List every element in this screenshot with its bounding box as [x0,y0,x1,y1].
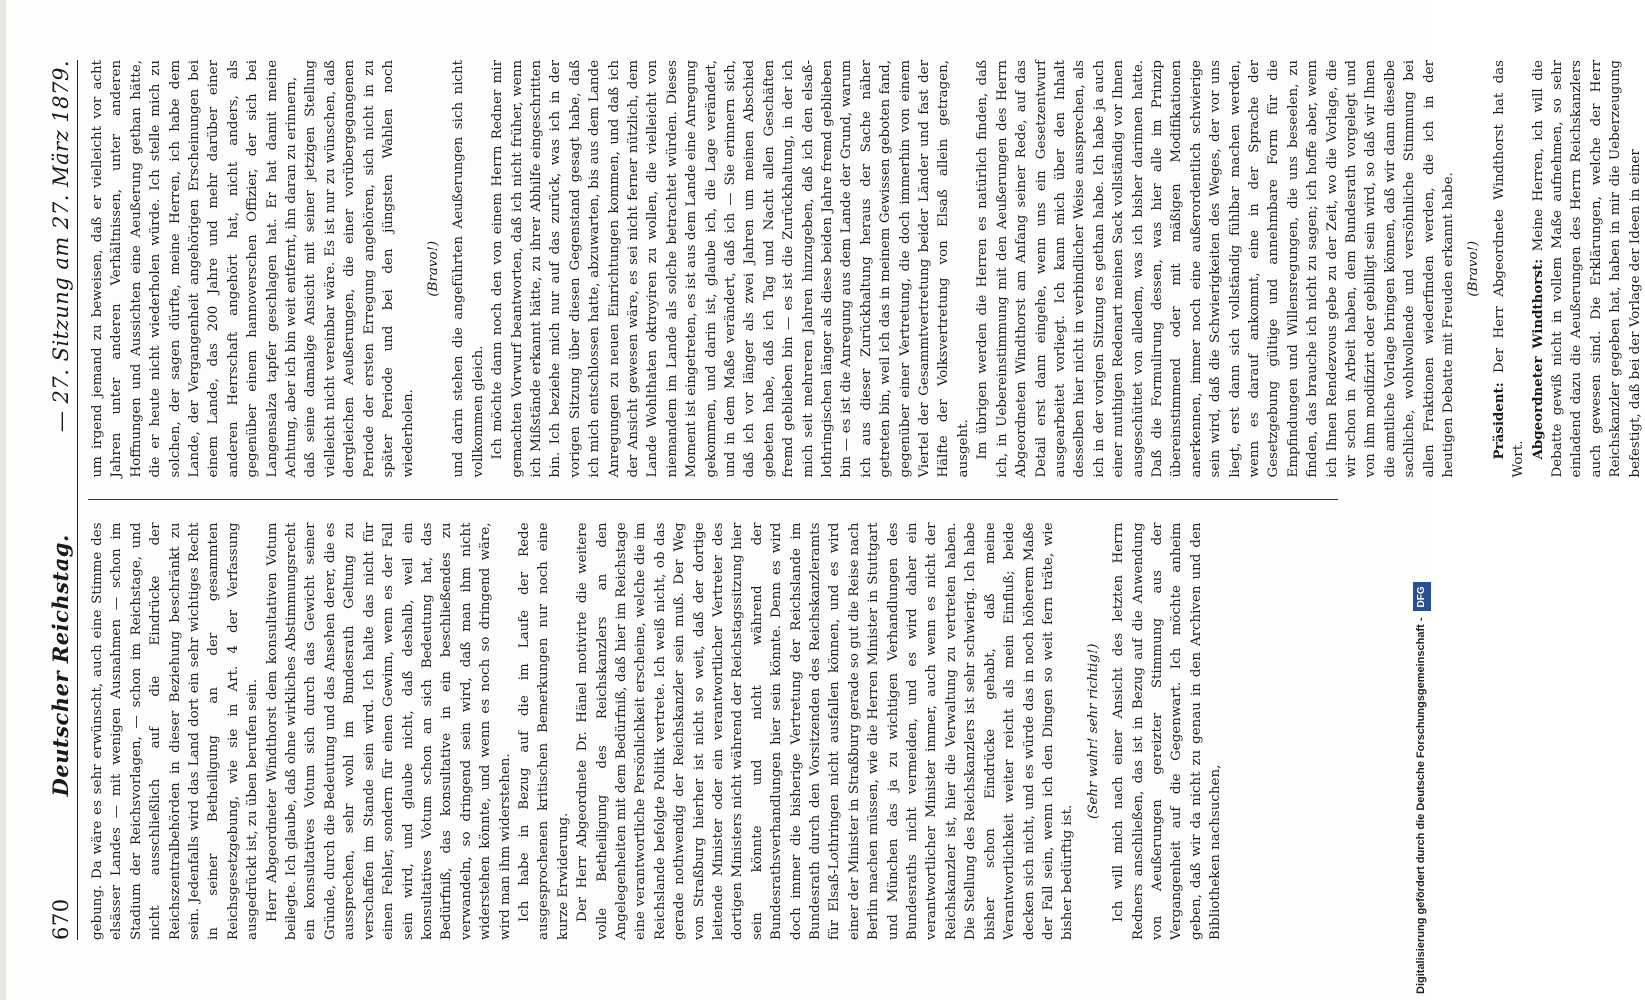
speaker-paragraph [1529,60,1645,478]
paragraph: Ich habe in Bezug auf die im Laufe der Rede ausgesprochenen kritischen Bemerkungen nur noch eine kurze Erwiderung. [516,522,571,940]
dfg-logo: DFG [1413,582,1431,611]
paragraph: Der Herr Abgeordnete Dr. Hänel motivirte die weitere volle Betheiligung des Reichskanzlers an den Angelegenheiten mit dem Bedürfniß, daß hier im Reichstage eine verantwortliche Persönlichkeit erscheine, welche die im Reichslande befolgte Politik vertrete. Ich weiß nicht, ob das gerade nothwendig der Reichskanzler sein muß. Der Weg von Straßburg hierher ist nicht so weit, daß der dortige leitende Minister oder ein verantwortlicher Vertreter des dortigen Ministers nicht während der Reichstagssitzung hier sein könnte und nicht während der Bundesrathsverhandlungen hier sein könnte. Denn es wird doch immer die bisherige Vertretung der Reichslande im Bundesrath durch den Vorsitzenden des Reichskanzleramts für Elsaß-Lothringen nicht ausfallen können, und es wird einer der Minister in Straßburg gerade so gut die Reise nach Berlin machen müssen, wie die Herren Minister in Stuttgart und München das ja zu wichtigen Verhandlungen des Bundesraths nicht vermeiden, und es wird daher ein verantwortlicher Minister immer, auch wenn es nicht der Reichskanzler ist, hier die Verwaltung zu vertreten haben. Die Stellung des Reichskanzlers ist sehr schwierig. Ich habe bisher schon Eindrücke gehabt, daß meine Verantwortlichkeit weiter reicht als mein Einfluß; beide decken sich nicht, und es würde das in noch höherem Maße der Fall sein, wenn ich den Dingen so weit fern träte, wie bisher bedürftig ist. [575,522,1076,940]
paragraph: gebung. Da wäre es sehr erwünscht, auch eine Stimme des elsässer Landes — mit wenigen Ausnahmen — schon im Stadium der Reichsvorlagen, — schon im Reichstage, und nicht ausschließlich auf die Eindrücke der Reichszentralbehörden in dieser Beziehung beschränkt zu sein. Jedenfalls wird das Land dort ein sehr wichtiges Recht in seiner Betheiligung an der gesammten Reichsgesetzgebung, wie sie in Art. 4 der Verfassung ausgedrückt ist, zu üben berufen sein. [90,522,261,940]
column-divider [88,500,1338,501]
speech-text: Der Herr Abgeordnete Windthorst hat das Wort. [1491,60,1527,478]
paragraph: Herr Abgeordneter Windthorst dem konsultativen Votum beilegte. Ich glaube, daß ohne wirkliches Abstimmungsrecht ein konsultatives Votum sich durch das Gewicht seiner Gründe, durch die Bedeutung und das Ansehen derer, die es aussprechen, sehr wohl im Bundesrath Geltung zu verschaffen im Stande sein wird. Ich halte das nicht für einen Fehler, sondern für einen Gewinn, wenn es der Fall sein wird, und glaube nicht, daß deshalb, weil ein konsultatives Votum schon an sich Bedeutung hat, das Bedürfniß, das konsultative in ein beschließendes zu verwandeln, so dringend sein wird, daß man ihm nicht widerstehen könnte, und wenn es noch so dringend wäre, wird man ihm widerstehen. [264,522,513,940]
speaker-name: Präsident: [1490,382,1507,460]
digitization-credit [1412,4,1430,994]
speaker-name: Abgeordneter Windthorst: [1529,258,1546,460]
interjection: (Bravo!) [1466,240,1482,297]
interjection: (Bravo!) [425,240,441,297]
paragraph: daß seine damalige Ansicht mit seiner jetzigen Stellung vielleicht nicht vereinbar wäre. Es ist nur zu wünschen, daß dergleichen Aeußerungen, die einer vorübergegangenen Periode der ersten Erregung angehören, sich nicht in zu später Periode und bei den jüngsten Wahlen noch wiederholen. [303,60,416,478]
paragraph: Ich will mich nach einer Ansicht des letzten Herrn Redners anschließen, das ist in Bezug auf die Anwendung von Aeußerungen gereizter Stimmung aus der Vergangenheit auf die Gegenwart. Ich möchte anheim geben, daß wir da nicht zu genau in den Archiven und den Bibliotheken nachsuchen, [1111,522,1224,940]
paragraph: Im übrigen werden die Herren es natürlich finden, daß ich, in Uebereinstimmung mit den Aeußerungen des Herrn Abgeordneten Windthorst am Anfang seiner Rede, auf das Detail erst dann eingehe, wenn uns ein Gesetzentwurf ausgearbeitet vorliegt. Ich kann mich über den Inhalt desselben hier nicht in verbindlicher Weise aussprechen, als ich in der vorigen Sitzung es gethan habe. Ich habe ja auch einer muthigen Redenart meinen Sack vollständig vor Ihnen ausgeschüttet von alledem, was ich bisher darinnen hatte. Daß die Formulirung dessen, was hier alle im Prinzip übereinstimmend oder mit mäßigen Modifikationen anerkennen, immer noch eine außerordentlich schwierige sein wird, daß die Schwierigkeiten des Weges, der vor uns liegt, erst dann sich vollständig fühlbar machen werden, wenn es darauf ankommt, eine in der Sprache der Gesetzgebung gültige und annehmbare Form für die Empfindungen und Willensregungen, die uns beseelen, zu finden, das brauche ich nicht zu sagen; ich hoffe aber, wenn ich Ihnen Rendezvous gebe zu der Zeit, wo die Vorlage, die wir schon in Arbeit haben, dem Bundesrath vorgelegt und von ihm modifizirt oder gebilligt sein wird, so daß wir Ihnen die amtliche Vorlage bringen können, daß wir dann dieselbe sachliche, wohlwollende und versöhnliche Stimmung bei allen Fraktionen wiederfinden werden, die ich in der heutigen Debatte mit Freuden erkannt habe. [975,60,1457,478]
left-column [88,523,1338,941]
credit-text: Digitalisierung gefördert durch die Deutsche Forschungsgemeinschaft - [1415,617,1427,994]
speech-text: Meine Herren, ich will die Debatte gewiß nicht in vollem Maße aufnehmen, so sehr einladend dazu die Aeußerungen des Herrn Reichskanzlers auch gewesen sind. Die Erklärungen, welche der Herr Reichskanzler gegeben hat, haben in mir die Ueberzeugung befestigt, daß bei der Vorlage der Ideen in einer [1530,60,1643,478]
speaker-paragraph [1490,60,1529,478]
publication-title: Deutscher Reichstag. [48,534,73,797]
paragraph: und darin stehen die angeführten Aeußerungen sich nicht vollkommen gleich. [451,60,486,478]
session-date: — 27. Sitzung am 27. März 1879. [49,60,73,433]
interjection: (Sehr wahr! sehr richtig!) [1085,643,1101,819]
paragraph: Ich möchte dann noch den von einem Herrn Redner mir gemachten Vorwurf beantworten, daß ich nicht früher, wenn ich Mißstände erkannt hätte, zu ihrer Abhilfe eingeschritten bin. Ich beziehe mich nur auf das zurück, was ich in der vorigen Sitzung über diesen Gegenstand gesagt habe, daß ich mich entschlossen hatte, abzuwarten, bis aus dem Lande Anregungen zu neuen Einrichtungen kommen, und daß ich der Ansicht gewesen wäre, es sei nicht ferner nützlich, dem Lande Wohlthaten oktroyiren zu wollen, die vielleicht von niemandem im Lande als solche betrachtet würden. Dieses Moment ist eingetreten, es ist aus dem Lande eine Anregung gekommen, und darin ist, glaube ich, die Lage verändert, und in dem Maße verändert, daß ich — Sie erinnern sich, daß ich vor länger als zwei Jahren um meinen Abschied gebeten habe, daß ich Tag und Nacht allen Geschäften fremd geblieben bin — es ist die Zurückhaltung, in der ich mich seit mehreren Jahren hinzugeben, daß ich den elsaß-lothringischen länger als diese beiden Jahre fremd geblieben bin — es ist die Anregung aus dem Lande der Grund, warum ich aus dieser Zurückhaltung heraus der Sache näher getreten bin, weil ich das in meinem Gewissen geboten fand, gegenüber einer Vertretung, die doch immerhin von einem Viertel der Gesammtvertretung beider Länder und fast der Hälfte der Volksvertretung von Elsaß allein getragen, ausgeht. [490,60,971,478]
page-number: 670 [49,898,73,940]
paragraph: um irgend jemand zu beweisen, daß er vielleicht vor acht Jahren unter anderen Verhältnissen, unter anderen Hoffnungen und Aussichten eine Aeußerung gethan hätte, die er heute nicht wiederholen würde. Ich stelle mich zu solchen, der sagen dürfte, meine Herren, ich habe dem Lande, der Vergangenheit angehörigen Erscheinungen bei einem Lande, das 200 Jahre und mehr darüber einer anderen Herrschaft angehört hat, nicht anders, als gegenüber einem hannoverschen Offizier, der sich bei Langensalza tapfer geschlagen hat. Er hat damit meine Achtung, aber ich bin weit entfernt, ihn daran zu erinnern, [90,60,300,478]
page-header [48,60,78,940]
right-column [88,60,1643,478]
